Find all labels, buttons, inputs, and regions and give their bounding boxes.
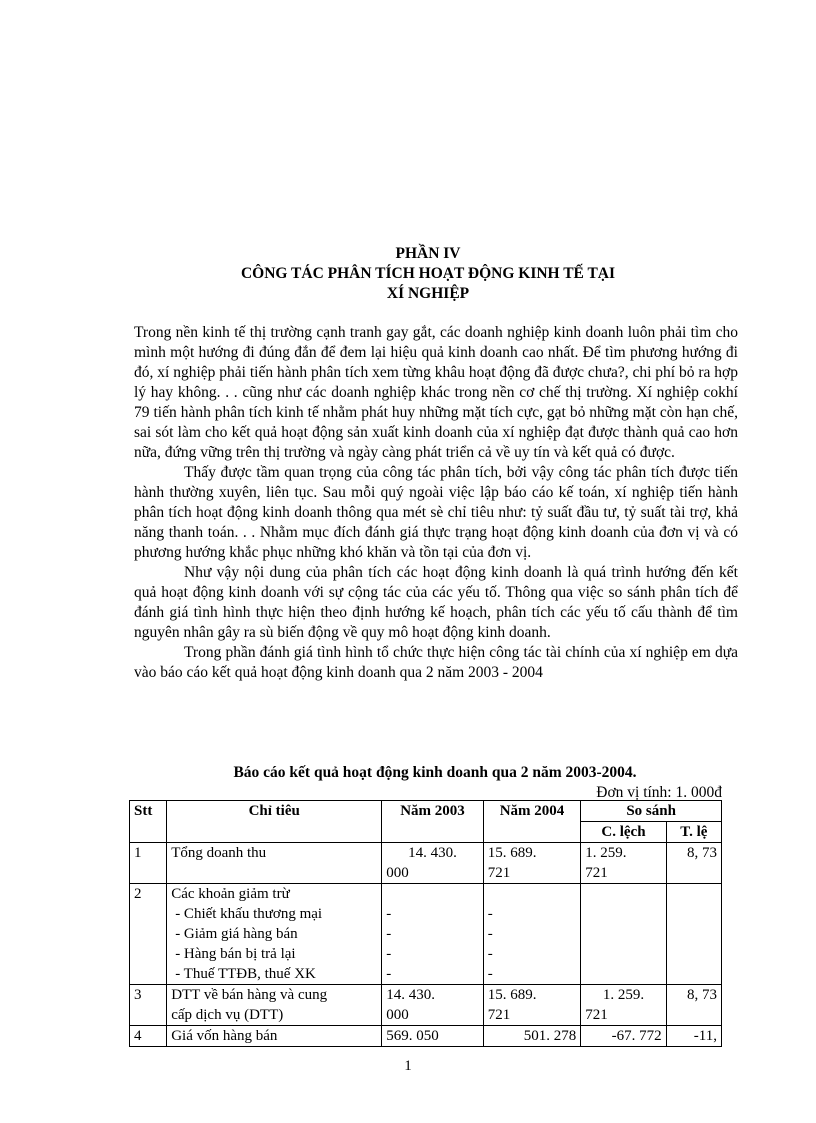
- cell-stt: 4: [130, 1026, 167, 1047]
- cell-2003: [382, 843, 484, 884]
- cell-name-sub: - Hàng bán bị trả lại: [175, 946, 296, 962]
- cell-2004-part: 15. 689.: [487, 845, 537, 861]
- cell-dash: -: [386, 906, 392, 922]
- cell-rate: -11,: [666, 1026, 721, 1047]
- cell-name: [167, 884, 382, 985]
- header-2003: Năm 2003: [382, 801, 484, 843]
- cell-stt: 2: [130, 884, 167, 985]
- table-unit: Đơn vị tính: 1. 000đ: [596, 784, 722, 801]
- cell-2004-part: 15. 689.: [487, 987, 537, 1003]
- cell-2004: 501. 278: [483, 1026, 580, 1047]
- cell-dash: -: [487, 926, 493, 942]
- cell-dash: -: [386, 946, 392, 962]
- paragraph-4: Trong phần đánh giá tình hình tổ chức thực hiện công tác tài chính của xí nghiệp em dựa vào báo cáo kết quả hoạt động kinh doanh qua 2 năm 2003 - 2004: [134, 644, 738, 681]
- header-2004: Năm 2004: [483, 801, 580, 843]
- cell-2003-part: 000: [386, 865, 409, 881]
- cell-diff-part: 1. 259.: [602, 987, 645, 1003]
- table-title: Báo cáo kết quả hoạt động kinh doanh qua 2 năm 2003-2004.: [233, 764, 637, 781]
- cell-name: [167, 985, 382, 1026]
- cell-rate: 8, 73: [666, 985, 721, 1026]
- table-row: [130, 1026, 722, 1047]
- header-stt: Stt: [130, 801, 167, 843]
- cell-2003-part: 000: [386, 1007, 409, 1023]
- cell-name-sub: - Giảm giá hàng bán: [175, 926, 298, 942]
- paragraph-1: Trong nền kinh tế thị trường cạnh tranh gay gắt, các doanh nghiệp kinh doanh luôn phải tìm cho mình một hướng đi đúng đắn để đem lại hiệu quả kinh doanh cao nhất. Để tìm phương hướng đi đó, xí nghiệp phải tiến hành phân tích xem từng khâu hoạt động đã được chưa?, chi phí bỏ ra hợp lý hay không. . . cũng như các doanh nghiệp khác trong nền cơ chế thị trường. Xí nghiệp cokhí 79 tiến hành phân tích kinh tế nhằm phát huy những mặt tích cực, gạt bỏ những mặt còn hạn chế, sai sót làm cho kết quả hoạt động sản xuất kinh doanh của xí nghiệp đạt được thành quả cao hơn nữa, đứng vững trên thị trường và ngày càng phát triển cả về uy tín và kết quả có được.: [134, 324, 738, 461]
- cell-diff-part: 721: [585, 865, 608, 881]
- cell-dash: -: [386, 926, 392, 942]
- section-heading: [0, 244, 816, 304]
- table-header-row: [130, 801, 722, 822]
- cell-diff-part: 1. 259.: [585, 845, 627, 861]
- cell-2004: [483, 884, 580, 985]
- page-number: 1: [404, 1058, 412, 1074]
- table-row: [130, 985, 722, 1026]
- cell-dash: -: [487, 946, 493, 962]
- cell-2004: [483, 985, 580, 1026]
- cell-rate: 8, 73: [666, 843, 721, 884]
- cell-diff: [581, 985, 666, 1026]
- table-row: [130, 884, 722, 985]
- heading-subtitle: XÍ NGHIỆP: [386, 285, 470, 302]
- cell-stt: 3: [130, 985, 167, 1026]
- report-table: [129, 800, 722, 1047]
- cell-name-main: Các khoản giảm trừ: [171, 886, 290, 902]
- header-diff: C. lệch: [581, 822, 666, 843]
- cell-2004: [483, 843, 580, 884]
- header-name: Chỉ tiêu: [167, 801, 382, 843]
- cell-diff: -67. 772: [581, 1026, 666, 1047]
- paragraph-3: Như vậy nội dung của phân tích các hoạt động kinh doanh là quá trình hướng đến kết quả hoạt động kinh doanh với sự cộng tác của các yếu tố. Thông qua việc so sánh phân tích để đánh giá tình hình thực hiện theo định hướng kế hoạch, phân tích các yếu tố cấu thành để tìm nguyên nhân gây ra sù biến động về quy mô hoạt động kinh doanh.: [134, 564, 738, 641]
- cell-name: Giá vốn hàng bán: [167, 1026, 382, 1047]
- cell-2004-part: 721: [487, 865, 511, 881]
- table-row: [130, 843, 722, 884]
- cell-name-sub: - Thuế TTĐB, thuế XK: [175, 966, 316, 982]
- cell-2003-part: 14. 430.: [408, 845, 457, 861]
- cell-2004-part: 721: [487, 1007, 511, 1023]
- cell-dash: -: [386, 966, 392, 982]
- cell-dash: -: [487, 966, 493, 982]
- cell-dash: -: [487, 906, 493, 922]
- cell-name: Tổng doanh thu: [167, 843, 382, 884]
- heading-part: PHẦN IV: [395, 245, 461, 262]
- cell-diff-part: 721: [585, 1007, 608, 1023]
- cell-diff: [581, 843, 666, 884]
- cell-2003: 569. 050: [382, 1026, 484, 1047]
- cell-2003: [382, 884, 484, 985]
- cell-stt: 1: [130, 843, 167, 884]
- body-text: [134, 323, 738, 683]
- cell-2003-part: 14. 430.: [386, 987, 436, 1003]
- cell-name-part: DTT về bán hàng và cung: [171, 987, 328, 1003]
- cell-rate: [666, 884, 721, 985]
- header-compare: So sánh: [581, 801, 722, 822]
- cell-name-sub: - Chiết khấu thương mại: [175, 906, 323, 922]
- cell-diff: [581, 884, 666, 985]
- cell-name-part: cấp dịch vụ (DTT): [171, 1007, 284, 1023]
- paragraph-2: Thấy được tầm quan trọng của công tác phân tích, bởi vậy công tác phân tích được tiến hành thường xuyên, liên tục. Sau mỗi quý ngoài việc lập báo cáo kế toán, xí nghiệp tiến hành phân tích hoạt động kinh doanh thông qua mét sè chỉ tiêu như: tỷ suất đầu tư, tỷ suất tài trợ, khả năng thanh toán. . . Nhằm mục đích đánh giá thực trạng hoạt động kinh doanh của đơn vị và có phương hướng khắc phục những khó khăn và tồn tại của đơn vị.: [134, 464, 738, 561]
- cell-2003: [382, 985, 484, 1026]
- heading-title: CÔNG TÁC PHÂN TÍCH HOẠT ĐỘNG KINH TẾ TẠI: [240, 265, 616, 282]
- header-rate: T. lệ: [666, 822, 721, 843]
